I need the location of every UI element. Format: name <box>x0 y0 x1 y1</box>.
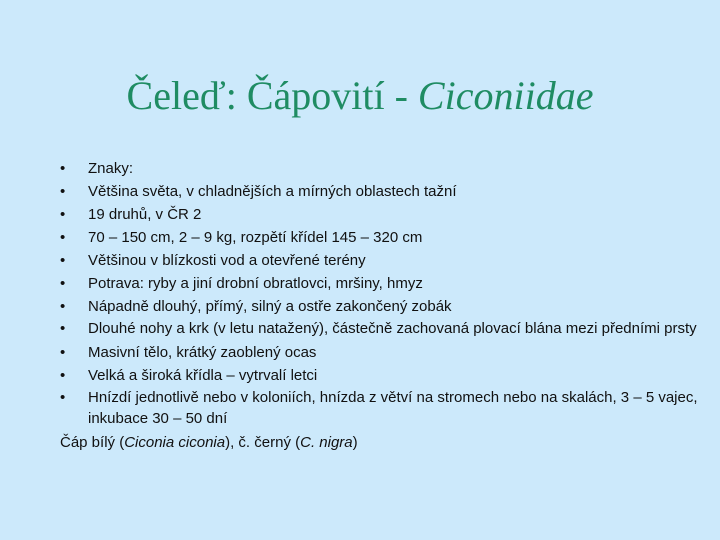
species-text-3: ) <box>352 434 358 451</box>
species-line <box>60 431 700 454</box>
bullet-text: 19 druhů, v ČR 2 <box>88 206 202 223</box>
bullet-item <box>60 249 700 272</box>
bullet-text: Hnízdí jednotlivě nebo v koloniích, hnízda z větví na stromech nebo na skalách, 3 – 5 vajec, inkubace 30 – 50 dní <box>88 389 698 427</box>
bullet-item <box>60 226 700 249</box>
bullet-icon: • <box>60 344 66 361</box>
slide-body <box>60 157 700 454</box>
title-main: Čeleď: Čápovití - <box>126 73 418 118</box>
bullet-icon: • <box>60 320 66 337</box>
bullet-item <box>60 387 700 431</box>
bullet-icon: • <box>60 252 66 269</box>
bullet-text: Většinou v blízkosti vod a otevřené terény <box>88 252 366 269</box>
bullet-icon: • <box>60 367 66 384</box>
bullet-item <box>60 157 700 180</box>
bullet-item <box>60 341 700 364</box>
species-latin-1: Ciconia ciconia <box>124 434 226 451</box>
bullet-list <box>60 157 700 431</box>
bullet-item <box>60 318 700 341</box>
bullet-text: Potrava: ryby a jiní drobní obratlovci, mršiny, hmyz <box>88 275 423 292</box>
bullet-text: Nápadně dlouhý, přímý, silný a ostře zakončený zobák <box>88 298 452 315</box>
bullet-icon: • <box>60 298 66 315</box>
bullet-icon: • <box>60 229 66 246</box>
bullet-text: Dlouhé nohy a krk (v letu natažený), částečně zachovaná plovací blána mezi předními prsty <box>88 320 697 337</box>
species-text-1: Čáp bílý ( <box>60 434 125 451</box>
bullet-icon: • <box>60 160 66 177</box>
species-text-2: ), č. černý ( <box>225 434 301 451</box>
bullet-icon: • <box>60 275 66 292</box>
bullet-icon: • <box>60 389 66 406</box>
title-latin: Ciconiidae <box>417 73 594 118</box>
bullet-item <box>60 295 700 318</box>
bullet-icon: • <box>60 183 66 200</box>
bullet-text: 70 – 150 cm, 2 – 9 kg, rozpětí křídel 145 – 320 cm <box>88 229 423 246</box>
slide-title <box>0 70 720 122</box>
bullet-text: Velká a široká křídla – vytrvalí letci <box>88 367 318 384</box>
bullet-text: Většina světa, v chladnějších a mírných oblastech tažní <box>88 183 457 200</box>
bullet-item <box>60 180 700 203</box>
bullet-icon: • <box>60 206 66 223</box>
bullet-text: Masivní tělo, krátký zaoblený ocas <box>88 344 317 361</box>
bullet-item <box>60 364 700 387</box>
species-latin-2: C. nigra <box>300 434 353 451</box>
bullet-text: Znaky: <box>88 160 134 177</box>
bullet-item <box>60 272 700 295</box>
bullet-item <box>60 203 700 226</box>
